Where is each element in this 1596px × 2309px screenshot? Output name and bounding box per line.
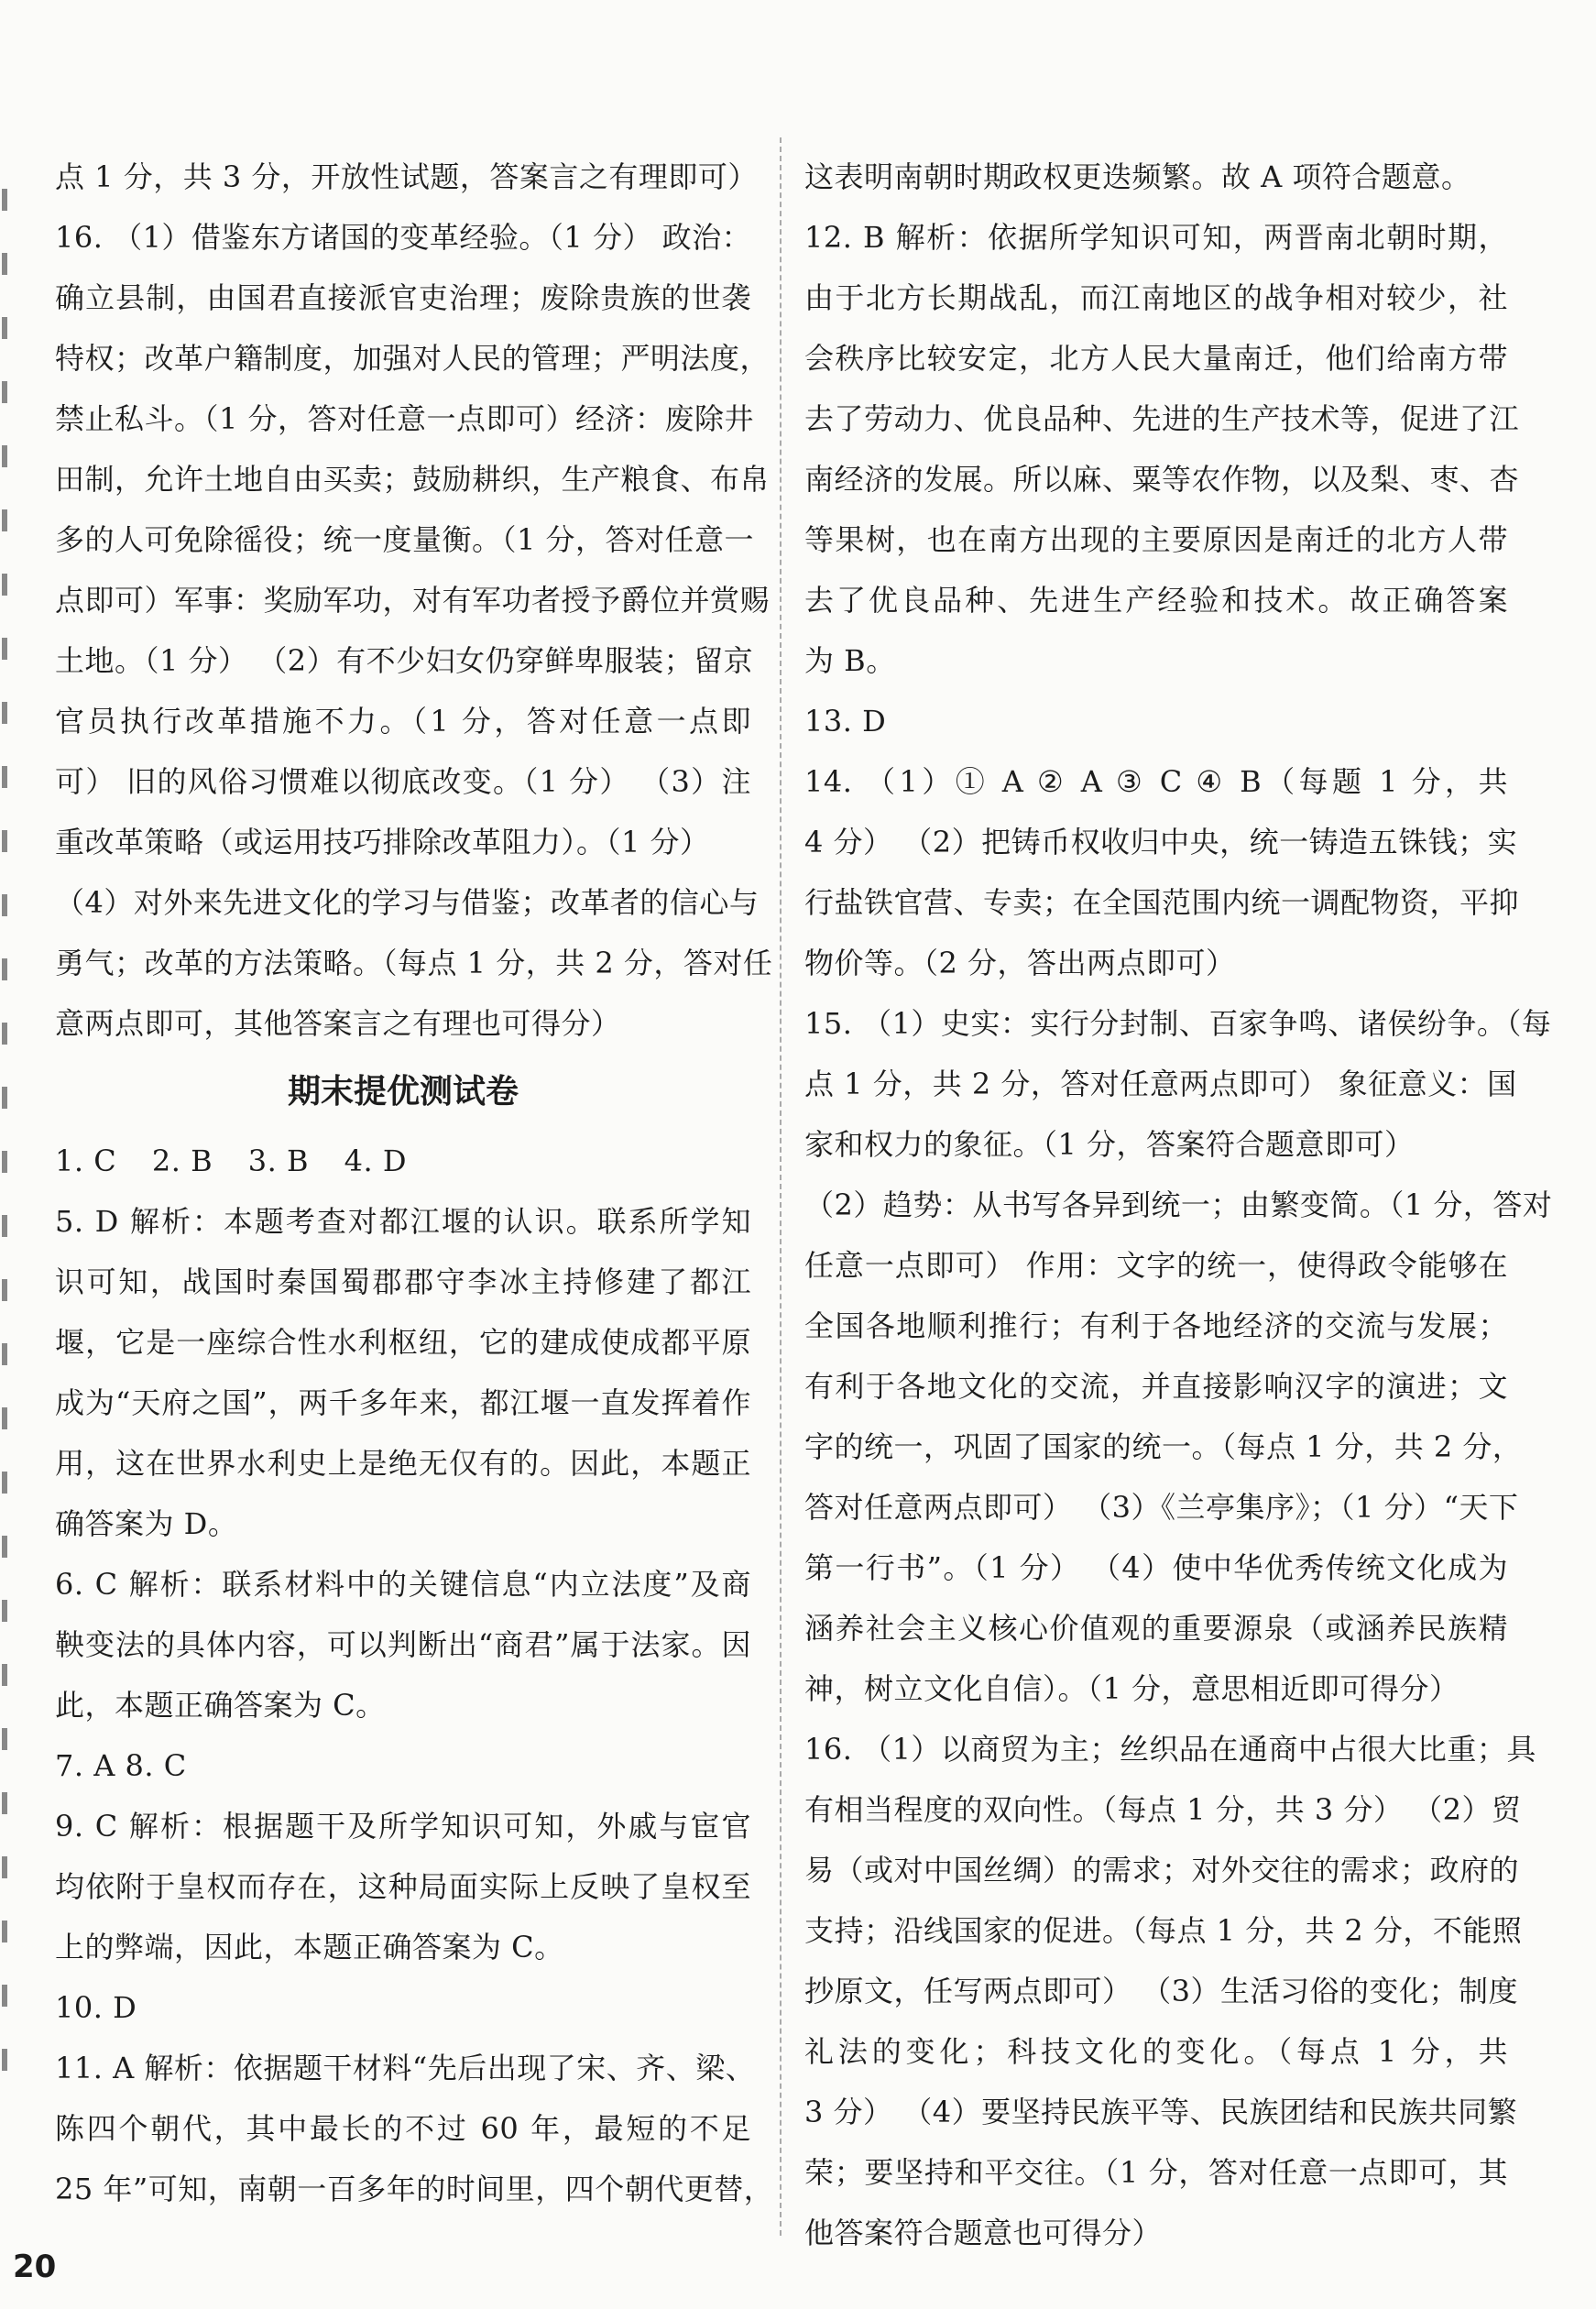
- text-line: 任意一点即可） 作用：文字的统一，使得政令能够在: [804, 1248, 1508, 1283]
- page-number: 20: [13, 2249, 57, 2285]
- text-line: 14. （1）① A ② A ③ C ④ B（每题 1 分，共: [804, 764, 1508, 799]
- text-line: 全国各地顺利推行；有利于各地经济的交流与发展；: [804, 1308, 1508, 1343]
- text-line: 点即可）军事：奖励军功，对有军功者授予爵位并赏赐: [55, 583, 771, 618]
- text-line: 确立县制，由国君直接派官吏治理；废除贵族的世袭: [55, 280, 751, 315]
- text-line: 多的人可免除徭役；统一度量衡。（1 分，答对任意一: [55, 522, 755, 557]
- right-text-block: [804, 147, 1553, 2263]
- text-line: 4 分） （2）把铸币权收归中央，统一铸造五铢钱；实: [804, 825, 1518, 859]
- text-line: 识可知，战国时秦国蜀郡郡守李冰主持修建了都江: [55, 1264, 751, 1299]
- answer-item: 2. B: [151, 1144, 213, 1178]
- text-line: 意两点即可，其他答案言之有理也可得分）: [55, 1006, 621, 1041]
- column-divider: [780, 137, 782, 2236]
- text-line: 堰，它是一座综合性水利枢纽，它的建成使成都平原: [55, 1325, 751, 1360]
- text-line: 第一行书”。（1 分） （4）使中华优秀传统文化成为: [804, 1550, 1508, 1585]
- text-line: 16. （1）借鉴东方诸国的变革经验。（1 分） 政治：: [55, 220, 752, 255]
- text-line: 9. C 解析：根据题干及所学知识可知，外戚与宦官: [55, 1809, 751, 1844]
- text-line: 15. （1）史实：实行分封制、百家争鸣、诸侯纷争。（每: [804, 1006, 1552, 1041]
- left-text-block-after: [55, 1191, 774, 2219]
- text-line: 点 1 分，共 3 分，开放性试题，答案言之有理即可）: [55, 159, 758, 194]
- text-line: 会秩序比较安定，北方人民大量南迁，他们给南方带: [804, 341, 1508, 376]
- text-line: 田制，允许土地自由买卖；鼓励耕织，生产粮食、布帛: [55, 462, 771, 497]
- text-line: 有利于各地文化的交流，并直接影响汉字的演进；文: [804, 1369, 1508, 1404]
- answers-row: [55, 1131, 751, 1191]
- text-line: 勇气；改革的方法策略。（每点 1 分，共 2 分，答对任: [55, 946, 773, 980]
- text-line: 此，本题正确答案为 C。: [55, 1688, 386, 1723]
- text-line: 用，这在世界水利史上是绝无仅有的。因此，本题正: [55, 1446, 751, 1481]
- text-line: 支持；沿线国家的促进。（每点 1 分，共 2 分，不能照: [804, 1913, 1523, 1948]
- answer-item: 1. C: [55, 1144, 117, 1178]
- text-line: 去了劳动力、优良品种、先进的生产技术等，促进了江: [804, 401, 1520, 436]
- text-line: 13. D: [804, 704, 887, 739]
- text-line: 确答案为 D。: [55, 1506, 238, 1541]
- text-line: 为 B。: [804, 643, 896, 678]
- answer-item: 4. D: [344, 1144, 407, 1178]
- left-text-block-before: [55, 147, 773, 1054]
- answer-item: 3. B: [247, 1144, 309, 1178]
- text-line: 3 分） （4）要坚持民族平等、民族团结和民族共同繁: [804, 2095, 1518, 2129]
- text-line: 25 年”可知，南朝一百多年的时间里，四个朝代更替，: [55, 2172, 774, 2206]
- text-line: 上的弊端，因此，本题正确答案为 C。: [55, 1930, 564, 1964]
- text-line: 荣；要坚持和平交往。（1 分，答对任意一点即可，其: [804, 2155, 1508, 2190]
- text-line: 南经济的发展。所以麻、粟等农作物，以及梨、枣、杏: [804, 462, 1520, 497]
- text-line: 官员执行改革措施不力。（1 分，答对任意一点即: [55, 704, 751, 739]
- text-line: 特权；改革户籍制度，加强对人民的管理；严明法度，: [55, 341, 771, 376]
- text-line: 有相当程度的双向性。（每点 1 分，共 3 分） （2）贸: [804, 1792, 1522, 1827]
- text-line: 家和权力的象征。（1 分，答案符合题意即可）: [804, 1127, 1415, 1162]
- text-line: 答对任意两点即可） （3）《兰亭集序》；（1 分）“天下: [804, 1490, 1519, 1525]
- text-line: 均依附于皇权而存在，这种局面实际上反映了皇权至: [55, 1869, 751, 1904]
- text-line: （2）趋势：从书写各异到统一；由繁变简。（1 分，答对: [804, 1187, 1553, 1222]
- text-line: 5. D 解析：本题考查对都江堰的认识。联系所学知: [55, 1204, 751, 1239]
- text-line: 土地。（1 分） （2）有不少妇女仍穿鲜卑服装；留京: [55, 643, 754, 678]
- text-line: 11. A 解析：依据题干材料“先后出现了宋、齐、梁、: [55, 2051, 756, 2085]
- text-line: （4）对外来先进文化的学习与借鉴；改革者的信心与: [55, 885, 760, 920]
- text-line: 12. B 解析：依据所学知识可知，两晋南北朝时期，: [804, 220, 1508, 255]
- text-line: 等果树，也在南方出现的主要原因是南迁的北方人带: [804, 522, 1508, 557]
- text-line: 礼法的变化；科技文化的变化。（每点 1 分，共: [804, 2034, 1508, 2069]
- text-line: 行盐铁官营、专卖；在全国范围内统一调配物资，平抑: [804, 885, 1520, 920]
- text-line: 6. C 解析：联系材料中的关键信息“内立法度”及商: [55, 1567, 751, 1602]
- left-column: [55, 147, 774, 2219]
- text-line: 10. D: [55, 1990, 137, 2025]
- text-line: 可） 旧的风俗习惯难以彻底改变。（1 分） （3）注: [55, 764, 751, 799]
- text-line: 重改革策略（或运用技巧排除改革阻力）。（1 分）: [55, 825, 710, 859]
- text-line: 鞅变法的具体内容，可以判断出“商君”属于法家。因: [55, 1627, 751, 1662]
- text-line: 去了优良品种、先进生产经验和技术。故正确答案: [804, 583, 1508, 618]
- text-line: 神，树立文化自信）。（1 分，意思相近即可得分）: [804, 1671, 1459, 1706]
- text-line: 物价等。（2 分，答出两点即可）: [804, 946, 1236, 980]
- text-line: 他答案符合题意也可得分）: [804, 2216, 1163, 2250]
- text-line: 涵养社会主义核心价值观的重要源泉（或涵养民族精: [804, 1611, 1508, 1646]
- right-column: [804, 147, 1553, 2263]
- text-line: 16. （1）以商贸为主；丝织品在通商中占很大比重；具: [804, 1732, 1536, 1767]
- section-heading: 期末提优测试卷: [287, 1073, 519, 1111]
- binding-edge-marks: [0, 147, 13, 2236]
- text-line: 点 1 分，共 2 分，答对任意两点即可） 象征意义：国: [804, 1067, 1517, 1101]
- text-line: 7. A 8. C: [55, 1748, 187, 1783]
- text-line: 抄原文，任写两点即可） （3）生活习俗的变化；制度: [804, 1974, 1519, 2008]
- text-line: 由于北方长期战乱，而江南地区的战争相对较少，社: [804, 280, 1508, 315]
- text-line: 禁止私斗。（1 分，答对任意一点即可）经济：废除井: [55, 401, 755, 436]
- text-line: 易（或对中国丝绸）的需求；对外交往的需求；政府的: [804, 1853, 1520, 1888]
- text-line: 这表明南朝时期政权更迭频繁。故 A 项符合题意。: [804, 159, 1471, 194]
- text-line: 陈四个朝代，其中最长的不过 60 年，最短的不足: [55, 2111, 751, 2146]
- text-line: 字的统一，巩固了国家的统一。（每点 1 分，共 2 分，: [804, 1429, 1523, 1464]
- text-line: 成为“天府之国”，两千多年来，都江堰一直发挥着作: [55, 1385, 751, 1420]
